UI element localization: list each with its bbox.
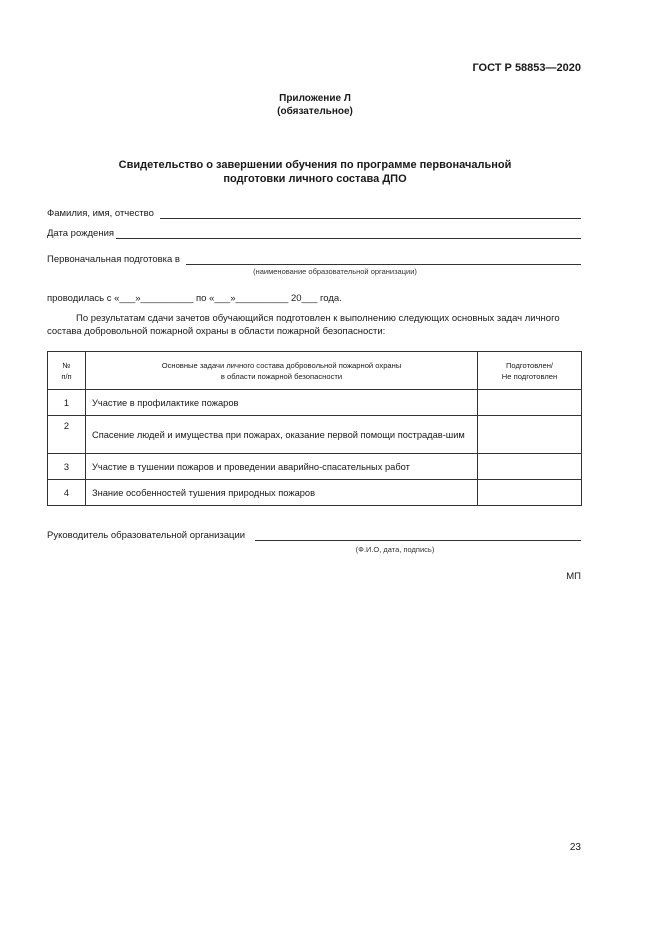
- document-title-line2: подготовки личного состава ДПО: [223, 173, 407, 185]
- header-num: [48, 352, 86, 390]
- row-status-cell[interactable]: [478, 416, 582, 454]
- header-task: [86, 352, 478, 390]
- signature-label: Руководитель образовательной организации: [47, 530, 246, 541]
- document-title-line1: Свидетельство о завершении обучения по программе первоначальной: [118, 159, 512, 171]
- full-name-label: Фамилия, имя, отчество: [47, 208, 154, 219]
- initial-training-label: Первоначальная подготовка в: [47, 254, 180, 265]
- header-status-line2: Не подготовлен: [501, 371, 558, 381]
- document-title: [0, 158, 630, 186]
- signature-hint: (Ф.И.О, дата, подпись): [355, 545, 435, 554]
- full-name-field: [47, 208, 581, 219]
- birth-date-label: Дата рождения: [47, 228, 115, 239]
- signature-line[interactable]: [255, 530, 581, 541]
- row-task: Знание особенностей тушения природных пожаров: [86, 480, 478, 506]
- page-number: 23: [569, 842, 581, 853]
- row-num: 3: [48, 454, 86, 480]
- header-num-line2: п/п: [61, 371, 72, 381]
- appendix-status: (обязательное): [277, 106, 353, 117]
- header-num-line1: №: [62, 360, 71, 370]
- row-status-cell[interactable]: [478, 480, 582, 506]
- row-task: Участие в профилактике пожаров: [86, 390, 478, 416]
- table-row: [48, 480, 582, 506]
- full-name-line[interactable]: [160, 208, 581, 219]
- birth-date-line[interactable]: [116, 228, 581, 239]
- row-num: 1: [48, 390, 86, 416]
- stamp-place: МП: [566, 571, 581, 582]
- table-row: [48, 454, 582, 480]
- initial-training-hint: (наименование образовательной организации): [253, 267, 417, 276]
- birth-date-field: [47, 228, 581, 239]
- header-status: [478, 352, 582, 390]
- training-period: проводилась с «___»__________ по «___»__________ 20___ года.: [47, 293, 342, 304]
- header-status-line1: Подготовлен/: [505, 360, 554, 370]
- initial-training-line[interactable]: [186, 254, 581, 265]
- row-status-cell[interactable]: [478, 454, 582, 480]
- table-row: [48, 390, 582, 416]
- result-paragraph: [47, 312, 583, 338]
- row-task: Спасение людей и имущества при пожарах, оказание первой помощи пострадав-шим: [86, 416, 478, 454]
- initial-training-field: [47, 254, 581, 265]
- appendix-heading: [0, 92, 630, 118]
- result-paragraph-line1: По результатам сдачи зачетов обучающийся подготовлен к выполнению следующих основных задач личного: [76, 313, 560, 324]
- row-num: 4: [48, 480, 86, 506]
- row-task: Участие в тушении пожаров и проведении аварийно-спасательных работ: [86, 454, 478, 480]
- header-task-line2: в области пожарной безопасности: [220, 371, 343, 381]
- result-paragraph-line2: состава добровольной пожарной охраны в области пожарной безопасности:: [47, 326, 386, 337]
- header-task-line1: Основные задачи личного состава добровольной пожарной охраны: [161, 360, 402, 370]
- tasks-table: [47, 351, 582, 506]
- appendix-title: Приложение Л: [279, 93, 351, 104]
- table-row: [48, 416, 582, 454]
- row-num: 2: [48, 416, 86, 454]
- standard-header: ГОСТ Р 58853—2020: [472, 62, 581, 74]
- table-header-row: [48, 352, 582, 390]
- row-status-cell[interactable]: [478, 390, 582, 416]
- signature-field: [47, 530, 581, 541]
